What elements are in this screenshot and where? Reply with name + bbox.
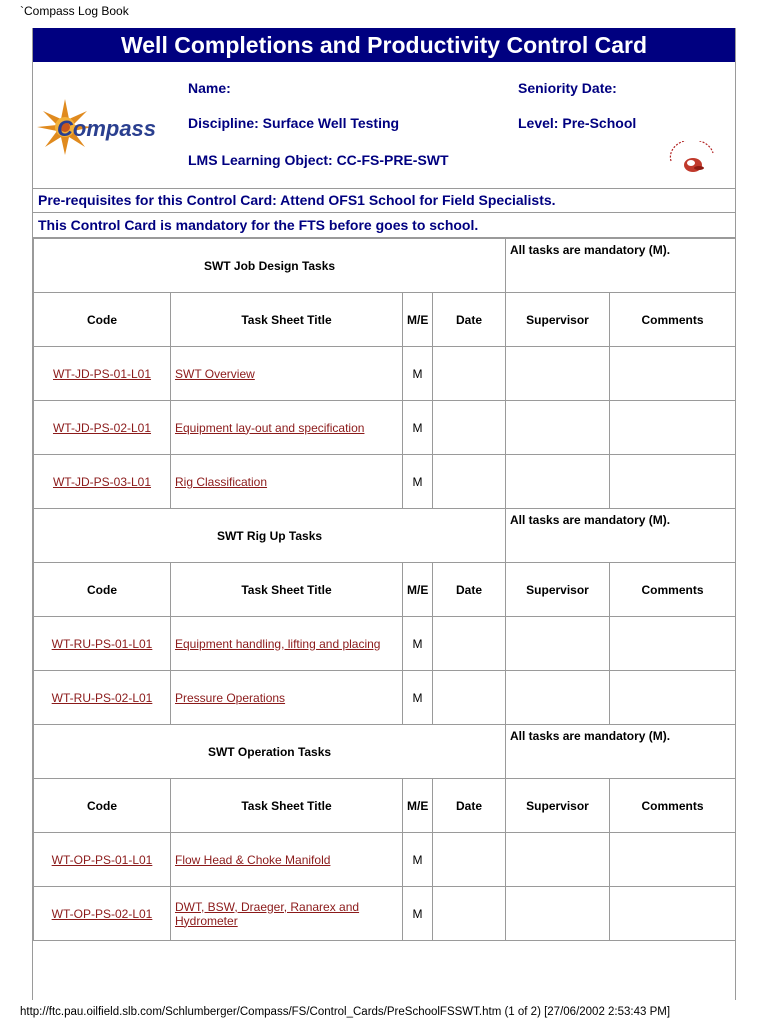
task-code-link[interactable]: WT-OP-PS-02-L01 xyxy=(51,906,153,921)
prerequisites-note: Pre-requisites for this Control Card: Attend OFS1 School for Field Specialists. xyxy=(33,189,735,213)
all-mandatory-note: All tasks are mandatory (M). xyxy=(506,725,736,779)
task-row xyxy=(34,671,736,725)
task-supervisor-cell xyxy=(506,887,610,941)
task-date-cell xyxy=(433,833,506,887)
task-title-link[interactable]: SWT Overview xyxy=(175,366,255,381)
task-supervisor-cell xyxy=(506,401,610,455)
task-title-link[interactable]: Equipment handling, lifting and placing xyxy=(175,636,381,651)
task-me-cell: M xyxy=(403,887,433,941)
task-comments-cell xyxy=(610,671,736,725)
task-me-cell: M xyxy=(403,617,433,671)
task-supervisor-cell xyxy=(506,347,610,401)
task-code-cell xyxy=(34,455,171,509)
document-running-title: `Compass Log Book xyxy=(20,4,129,18)
task-code-cell xyxy=(34,617,171,671)
task-title-cell xyxy=(171,401,403,455)
section-title: SWT Rig Up Tasks xyxy=(34,509,506,563)
task-comments-cell xyxy=(610,617,736,671)
column-header-supervisor: Supervisor xyxy=(506,293,610,347)
column-header-me: M/E xyxy=(403,563,433,617)
card-title-banner: Well Completions and Productivity Control Card xyxy=(33,28,735,62)
task-supervisor-cell xyxy=(506,671,610,725)
task-code-link[interactable]: WT-RU-PS-02-L01 xyxy=(51,690,153,705)
task-code-link[interactable]: WT-JD-PS-02-L01 xyxy=(52,420,152,435)
task-date-cell xyxy=(433,347,506,401)
all-mandatory-note: All tasks are mandatory (M). xyxy=(506,239,736,293)
task-date-cell xyxy=(433,455,506,509)
task-me-cell: M xyxy=(403,401,433,455)
task-comments-cell xyxy=(610,887,736,941)
section-header-row xyxy=(34,509,736,563)
task-row xyxy=(34,617,736,671)
task-date-cell xyxy=(433,887,506,941)
task-date-cell xyxy=(433,401,506,455)
task-comments-cell xyxy=(610,401,736,455)
task-supervisor-cell xyxy=(506,617,610,671)
approval-stamp-icon xyxy=(665,141,719,182)
task-comments-cell xyxy=(610,833,736,887)
section-header-row xyxy=(34,725,736,779)
svg-text:Compass: Compass xyxy=(57,116,157,141)
task-title-cell xyxy=(171,455,403,509)
task-title-link[interactable]: Equipment lay-out and specification xyxy=(175,420,365,435)
column-header-supervisor: Supervisor xyxy=(506,563,610,617)
column-header-code: Code xyxy=(34,293,171,347)
task-supervisor-cell xyxy=(506,455,610,509)
task-code-cell xyxy=(34,671,171,725)
discipline-label: Discipline: Surface Well Testing xyxy=(188,115,400,131)
section-title: SWT Operation Tasks xyxy=(34,725,506,779)
task-row xyxy=(34,455,736,509)
task-title-link[interactable]: Pressure Operations xyxy=(175,690,286,705)
task-row xyxy=(34,401,736,455)
column-header-date: Date xyxy=(433,293,506,347)
task-code-link[interactable]: WT-JD-PS-03-L01 xyxy=(52,474,152,489)
task-row xyxy=(34,347,736,401)
task-supervisor-cell xyxy=(506,833,610,887)
column-header-row xyxy=(34,563,736,617)
column-header-code: Code xyxy=(34,779,171,833)
column-header-title: Task Sheet Title xyxy=(171,563,403,617)
task-code-link[interactable]: WT-OP-PS-01-L01 xyxy=(51,852,153,867)
task-title-cell xyxy=(171,887,403,941)
task-me-cell: M xyxy=(403,347,433,401)
task-me-cell: M xyxy=(403,671,433,725)
task-title-cell xyxy=(171,671,403,725)
column-header-comments: Comments xyxy=(610,563,736,617)
task-comments-cell xyxy=(610,347,736,401)
column-header-me: M/E xyxy=(403,779,433,833)
task-date-cell xyxy=(433,671,506,725)
task-code-link[interactable]: WT-JD-PS-01-L01 xyxy=(52,366,152,381)
seniority-date-label: Seniority Date: xyxy=(518,80,617,96)
task-row xyxy=(34,887,736,941)
lms-object-label: LMS Learning Object: CC-FS-PRE-SWT xyxy=(188,152,449,168)
page-footer-url: http://ftc.pau.oilfield.slb.com/Schlumberger/Compass/FS/Control_Cards/PreSchoolFSSWT.htm (1 of 2) [27/06/2002 2:53:43 PM] xyxy=(20,1006,671,1018)
name-field-label: Name: xyxy=(188,80,231,96)
task-code-cell xyxy=(34,833,171,887)
section-title: SWT Job Design Tasks xyxy=(34,239,506,293)
column-header-date: Date xyxy=(433,779,506,833)
column-header-title: Task Sheet Title xyxy=(171,779,403,833)
mandatory-note: This Control Card is mandatory for the FTS before goes to school. xyxy=(33,214,735,238)
task-title-cell xyxy=(171,833,403,887)
column-header-supervisor: Supervisor xyxy=(506,779,610,833)
column-header-code: Code xyxy=(34,563,171,617)
task-title-link[interactable]: Flow Head & Choke Manifold xyxy=(175,852,331,867)
task-me-cell: M xyxy=(403,833,433,887)
task-code-cell xyxy=(34,347,171,401)
compass-logo xyxy=(37,97,159,162)
control-card xyxy=(32,28,736,1000)
compass-star-icon xyxy=(37,97,159,157)
task-comments-cell xyxy=(610,455,736,509)
task-code-link[interactable]: WT-RU-PS-01-L01 xyxy=(51,636,153,651)
column-header-row xyxy=(34,293,736,347)
section-header-row xyxy=(34,239,736,293)
column-header-comments: Comments xyxy=(610,779,736,833)
task-table xyxy=(33,238,736,941)
task-date-cell xyxy=(433,617,506,671)
task-row xyxy=(34,833,736,887)
level-label: Level: Pre-School xyxy=(518,115,637,131)
all-mandatory-note: All tasks are mandatory (M). xyxy=(506,509,736,563)
column-header-date: Date xyxy=(433,563,506,617)
card-header xyxy=(33,63,735,189)
column-header-title: Task Sheet Title xyxy=(171,293,403,347)
column-header-me: M/E xyxy=(403,293,433,347)
task-title-link[interactable]: DWT, BSW, Draeger, Ranarex and Hydrometer xyxy=(175,899,360,928)
column-header-comments: Comments xyxy=(610,293,736,347)
task-title-cell xyxy=(171,347,403,401)
task-code-cell xyxy=(34,887,171,941)
column-header-row xyxy=(34,779,736,833)
task-title-cell xyxy=(171,617,403,671)
task-me-cell: M xyxy=(403,455,433,509)
task-code-cell xyxy=(34,401,171,455)
task-title-link[interactable]: Rig Classification xyxy=(175,474,268,489)
